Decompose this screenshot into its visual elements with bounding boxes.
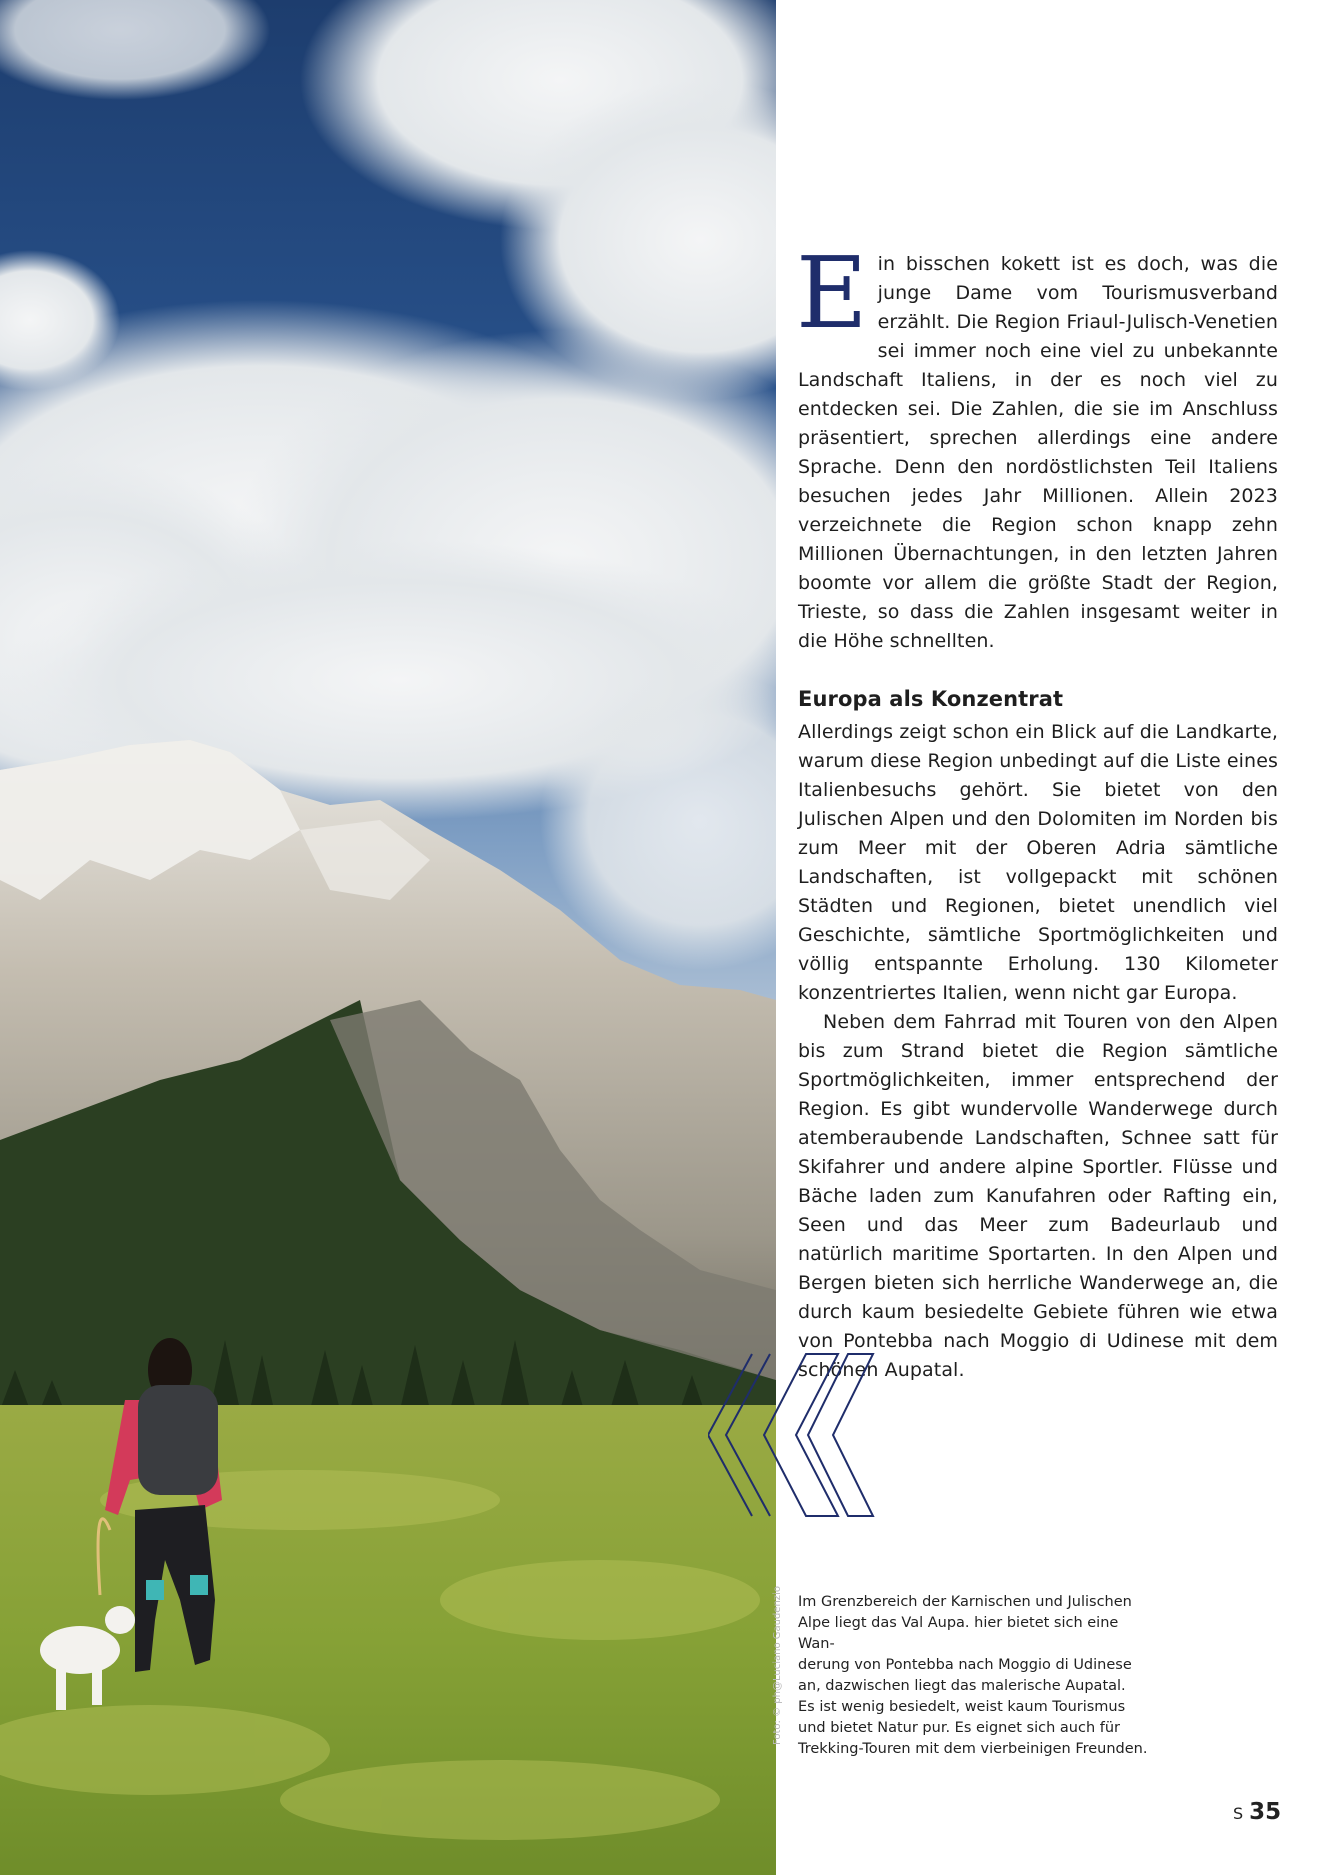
page-prefix: S [1233,1804,1244,1823]
section-heading: Europa als Konzentrat [798,687,1064,711]
lead-text: in bisschen kokett ist es doch, was die junge Dame vom Tourismusverband erzählt. Die Region Friaul-Julisch-Venetien sei immer noch eine viel zu unbekannte Landschaft Italiens, in der es noch viel zu entdecken sei. Die Zahlen, die sie im Anschluss präsentiert, sprechen allerdings eine andere Sprache. Denn den nordöstlichsten Teil Italiens besuchen jedes Jahr Millionen. Allein 2023 verzeichnete die Region schon knapp zehn Millionen Übernachtungen, in den letzten Jahren boomte vor allem die größte Stadt der Region, Trieste, so dass die Zahlen insgesamt weiter in die Höhe schnellten. [798,253,1278,652]
caption-line: Alpe liegt das Val Aupa. hier bietet sich eine Wan- [798,1615,1119,1652]
photo-credit: Foto: © ph@Luciano Gaudenzio [772,1586,783,1745]
drop-cap: E [796,237,868,351]
caption-line: an, dazwischen liegt das malerische Aupatal. [798,1678,1126,1694]
caption-line: und bietet Natur pur. Es eignet sich auch für [798,1720,1121,1736]
lead-paragraph [796,237,1278,656]
body-paragraph-2: Neben dem Fahrrad mit Touren von den Alpen bis zum Strand bietet die Region sämtliche Sportmöglichkeiten, immer entsprechend der Region. Es gibt wundervolle Wanderwege durch atemberaubende Landschaften, Schnee satt für Skifahrer und andere alpine Sportler. Flüsse und Bäche laden zum Kanufahren oder Rafting ein, Seen und das Meer zum Badeurlaub und natürlich maritime Sportarten. In den Alpen und Bergen bieten sich herrliche Wanderwege an, die durch kaum besiedelte Gebiete führen wie etwa von Pontebba nach Moggio di Udinese mit dem schönen Aupatal. [798,1011,1278,1381]
page-number-value: 35 [1249,1799,1282,1825]
caption-line: derung von Pontebba nach Moggio di Udinese [798,1657,1132,1673]
page-number [1233,1799,1281,1825]
double-chevron-left-icon [708,1350,878,1524]
caption-line: Es ist wenig besiedelt, weist kaum Tourismus [798,1699,1126,1715]
caption-line: Trekking-Touren mit dem vierbeinigen Freunden. [798,1741,1148,1757]
caption-line: Im Grenzbereich der Karnischen und Julischen [798,1594,1132,1610]
body-paragraph-1: Allerdings zeigt schon ein Blick auf die Landkarte, warum diese Region unbedingt auf die Liste eines Italienbesuchs gehört. Sie bietet von den Julischen Alpen und den Dolomiten im Norden bis zum Meer mit der Oberen Adria sämtliche Landschaften, ist vollgepackt mit schönen Städten und Regionen, bietet unendlich viel Geschichte, sämtliche Sportmöglichkeiten und völlig entspannte Erholung. 130 Kilometer konzentriertes Italien, wenn nicht gar Europa. [798,721,1278,1004]
article-body [796,237,1278,1385]
photo-caption [798,1592,1158,1760]
